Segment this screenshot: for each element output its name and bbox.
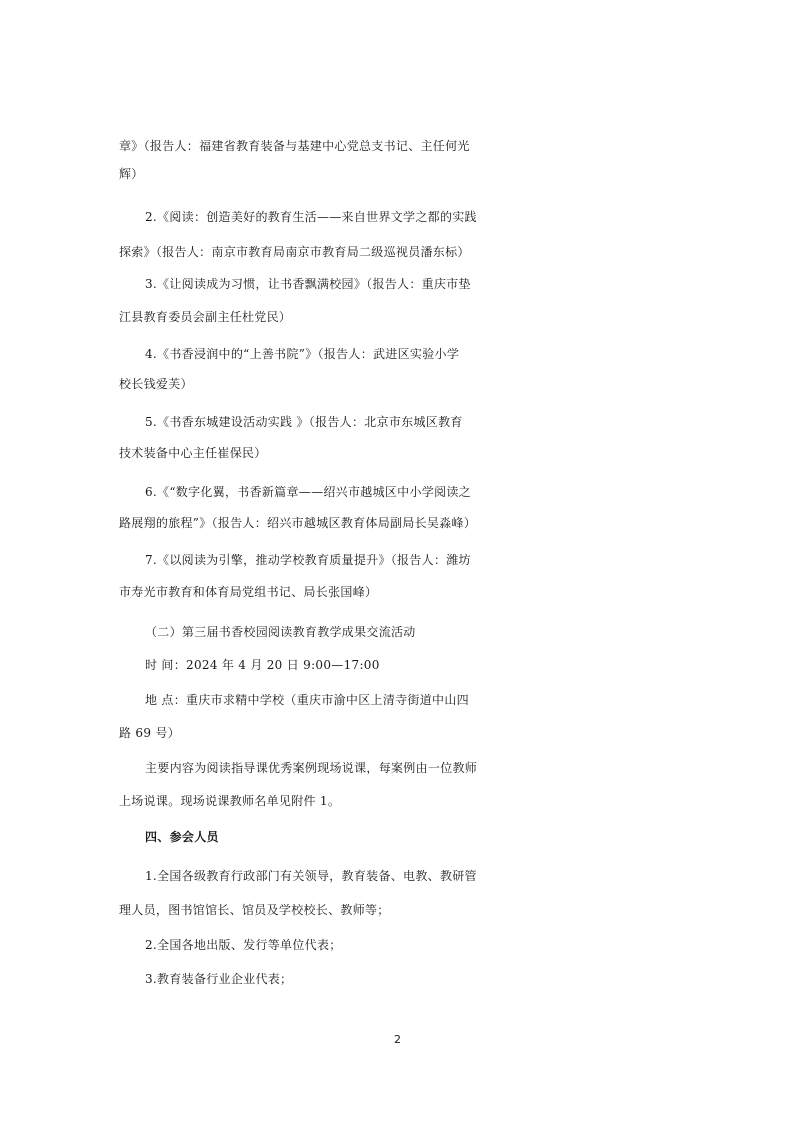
text-line: 章》（报告人：福建省教育装备与基建中心党总支书记、主任何光	[119, 139, 470, 153]
text-line: 辉）	[119, 167, 144, 181]
section-heading: 四、参会人员	[145, 830, 219, 844]
text-line: 主要内容为阅读指导课优秀案例现场说课，每案例由一位教师	[145, 761, 478, 775]
text-line: 江县教育委员会副主任杜党民）	[119, 310, 292, 324]
text-line: 2.全国各地出版、发行等单位代表；	[145, 938, 342, 952]
event-location: 地 点：重庆市求精中学校（重庆市渝中区上清寺街道中山四	[145, 693, 469, 707]
text-line: 7.《以阅读为引擎，推动学校教育质量提升》（报告人：潍坊	[145, 553, 471, 567]
text-line: 路 69 号）	[119, 726, 180, 740]
text-line: 4.《书香浸润中的“上善书院”》（报告人：武进区实验小学	[145, 347, 460, 361]
text-line: 技术装备中心主任崔保民）	[119, 446, 267, 460]
text-line: 5.《书香东城建设活动实践 》（报告人：北京市东城区教育	[145, 415, 463, 429]
text-line: 6.《“数字化翼，书香新篇章——绍兴市越城区中小学阅读之	[145, 485, 471, 499]
text-line: 路展翔的旅程”》（报告人：绍兴市越城区教育体局副局长吴淼峰）	[119, 516, 477, 530]
text-line: 校长钱爱芙）	[119, 377, 193, 391]
text-line: 3.教育装备行业企业代表；	[145, 972, 293, 986]
text-line: 1.全国各级教育行政部门有关领导，教育装备、电教、教研管	[145, 869, 477, 883]
page-number: 2	[394, 1033, 401, 1046]
text-line: 2.《阅读：创造美好的教育生活——来自世界文学之都的实践	[145, 210, 477, 224]
section-subheading: （二）第三届书香校园阅读教育教学成果交流活动	[145, 625, 416, 639]
text-line: 市寿光市教育和体育局党组书记、局长张国峰）	[119, 585, 378, 599]
event-time: 时 间：2024 年 4 月 20 日 9:00—17:00	[145, 658, 380, 672]
text-line: 上场说课。现场说课教师名单见附件 1。	[119, 794, 341, 808]
text-line: 探索》（报告人：南京市教育局南京市教育局二级巡视员潘东标）	[119, 245, 470, 259]
text-line: 3.《让阅读成为习惯，让书香飘满校园》（报告人：重庆市垫	[145, 277, 471, 291]
text-line: 理人员，图书馆馆长、馆员及学校校长、教师等；	[119, 903, 390, 917]
